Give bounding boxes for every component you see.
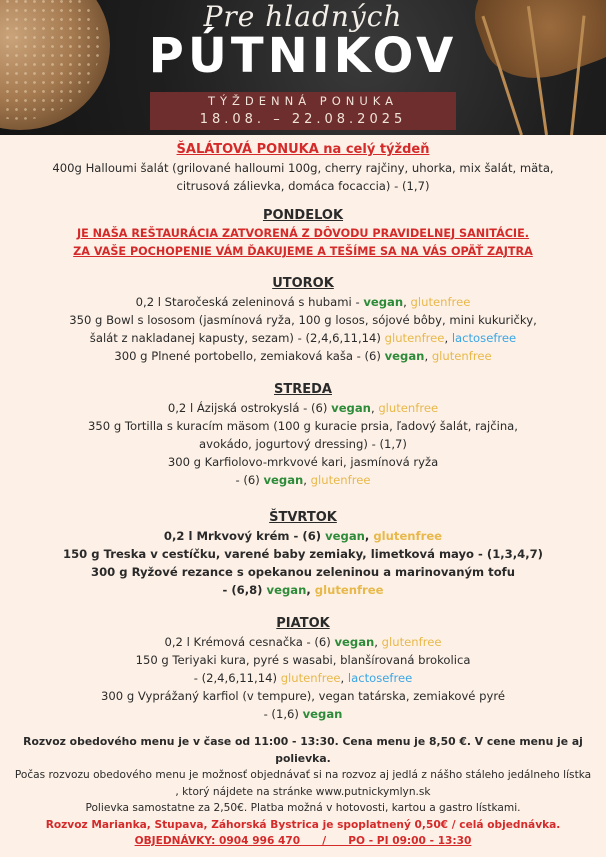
salad-section [0,140,606,195]
script-title: Pre hladných [203,0,403,33]
order-contact[interactable]: OBJEDNÁVKY: 0904 996 470 / PO - PI 09:00 - 13:30 [134,835,472,847]
menu-item: 150 g Teriyaki kura, pyré s wasabi, blanšírovaná brokolica [135,653,471,667]
salad-line: 400g Halloumi šalát (grilované halloumi 100g, cherry rajčiny, uhorka, mix šalát, mäta, [52,161,554,175]
main-title: PÚTNIKOV [148,28,458,84]
day-heading-tuesday: UTOROK [272,276,334,291]
menu-item: 0,2 l Staročeská zeleninová s hubami - vegan, glutenfree [135,295,471,309]
delivery-note: Počas rozvozu obedového menu je možnosť objednávať si na rozvoz aj jedlá z nášho stáleho jedálneho lístka [14,769,592,781]
friday-section [0,614,606,723]
menu-item: 300 g Karfiolovo-mrkvové kari, jasmínová ryža [167,455,439,469]
weekly-offer-label: TÝŽDENNÁ PONUKA [208,94,398,108]
menu-item: šalát z nakladanej kapusty, sezam) - (2,4,6,11,14) glutenfree, lactosefree [89,331,517,345]
day-heading-thursday: ŠTVRTOK [269,510,337,525]
website-note: , ktorý nájdete na stránke www.putnickymlyn.sk [175,785,431,798]
wednesday-section [0,380,606,489]
menu-item: 350 g Bowl s lososom (jasmínová ryža, 100 g losos, sójové bôby, mini kukuričky, [69,313,537,327]
delivery-info: Rozvoz obedového menu je v čase od 11:00 - 13:30. Cena menu je 8,50 €. V cene menu je aj polievka. [23,735,583,765]
menu-item: - (1,6) vegan [263,707,343,721]
day-heading-monday: PONDELOK [262,208,344,223]
menu-item: - (6) vegan, glutenfree [235,473,371,487]
closure-notice: JE NAŠA REŠTAURÁCIA ZATVORENÁ Z DÔVODU PRAVIDELNEJ SANITÁCIE. [76,227,529,240]
menu-item: 300 g Vyprážaný karfiol (v tempure), vegan tatárska, zemiakové pyré [101,689,505,703]
date-range: 18.08. – 22.08.2025 [199,112,407,127]
menu-item: 300 g Plnené portobello, zemiaková kaša - (6) vegan, glutenfree [114,349,492,363]
menu-item: 300 g Ryžové rezance s opekanou zeleninou a marinovaným tofu [91,565,515,579]
menu-item: - (6,8) vegan, glutenfree [222,583,384,597]
salad-heading: ŠALÁTOVÁ PONUKA na celý týždeň [176,142,430,157]
menu-item: avokádo, jogurtový dressing) - (1,7) [199,437,407,451]
footer-info [0,734,606,850]
menu-item: 0,2 l Ázijská ostrokyslá - (6) vegan, glutenfree [167,401,439,415]
menu-item: 0,2 l Krémová cesnačka - (6) vegan, glutenfree [164,635,442,649]
menu-item: 150 g Treska v cestíčku, varené baby zemiaky, limetková mayo - (1,3,4,7) [63,547,543,561]
thursday-section [0,508,606,599]
menu-item: 0,2 l Mrkvový krém - (6) vegan, glutenfree [163,529,443,543]
monday-section [0,206,606,261]
menu-item: 350 g Tortilla s kuracím mäsom (100 g kuracie prsia, ľadový šalát, rajčina, [88,419,518,433]
salad-line: citrusová zálievka, domáca focaccia) - (1,7) [176,179,430,193]
day-heading-friday: PIATOK [276,616,330,631]
closure-notice: ZA VAŠE POCHOPENIE VÁM ĎAKUJEME A TEŠÍME SA NA VÁS OPÄŤ ZAJTRA [73,245,533,258]
day-heading-wednesday: STREDA [274,382,332,397]
header-banner [0,0,606,135]
delivery-fee-info: Rozvoz Marianka, Stupava, Záhorská Bystrica je spoplatnený 0,50€ / celá objednávka. [45,818,561,831]
menu-item: - (2,4,6,11,14) glutenfree, lactosefree [193,671,413,685]
tuesday-section [0,274,606,365]
payment-info: Polievka samostatne za 2,50€. Platba možná v hotovosti, kartou a gastro lístkami. [85,802,521,814]
